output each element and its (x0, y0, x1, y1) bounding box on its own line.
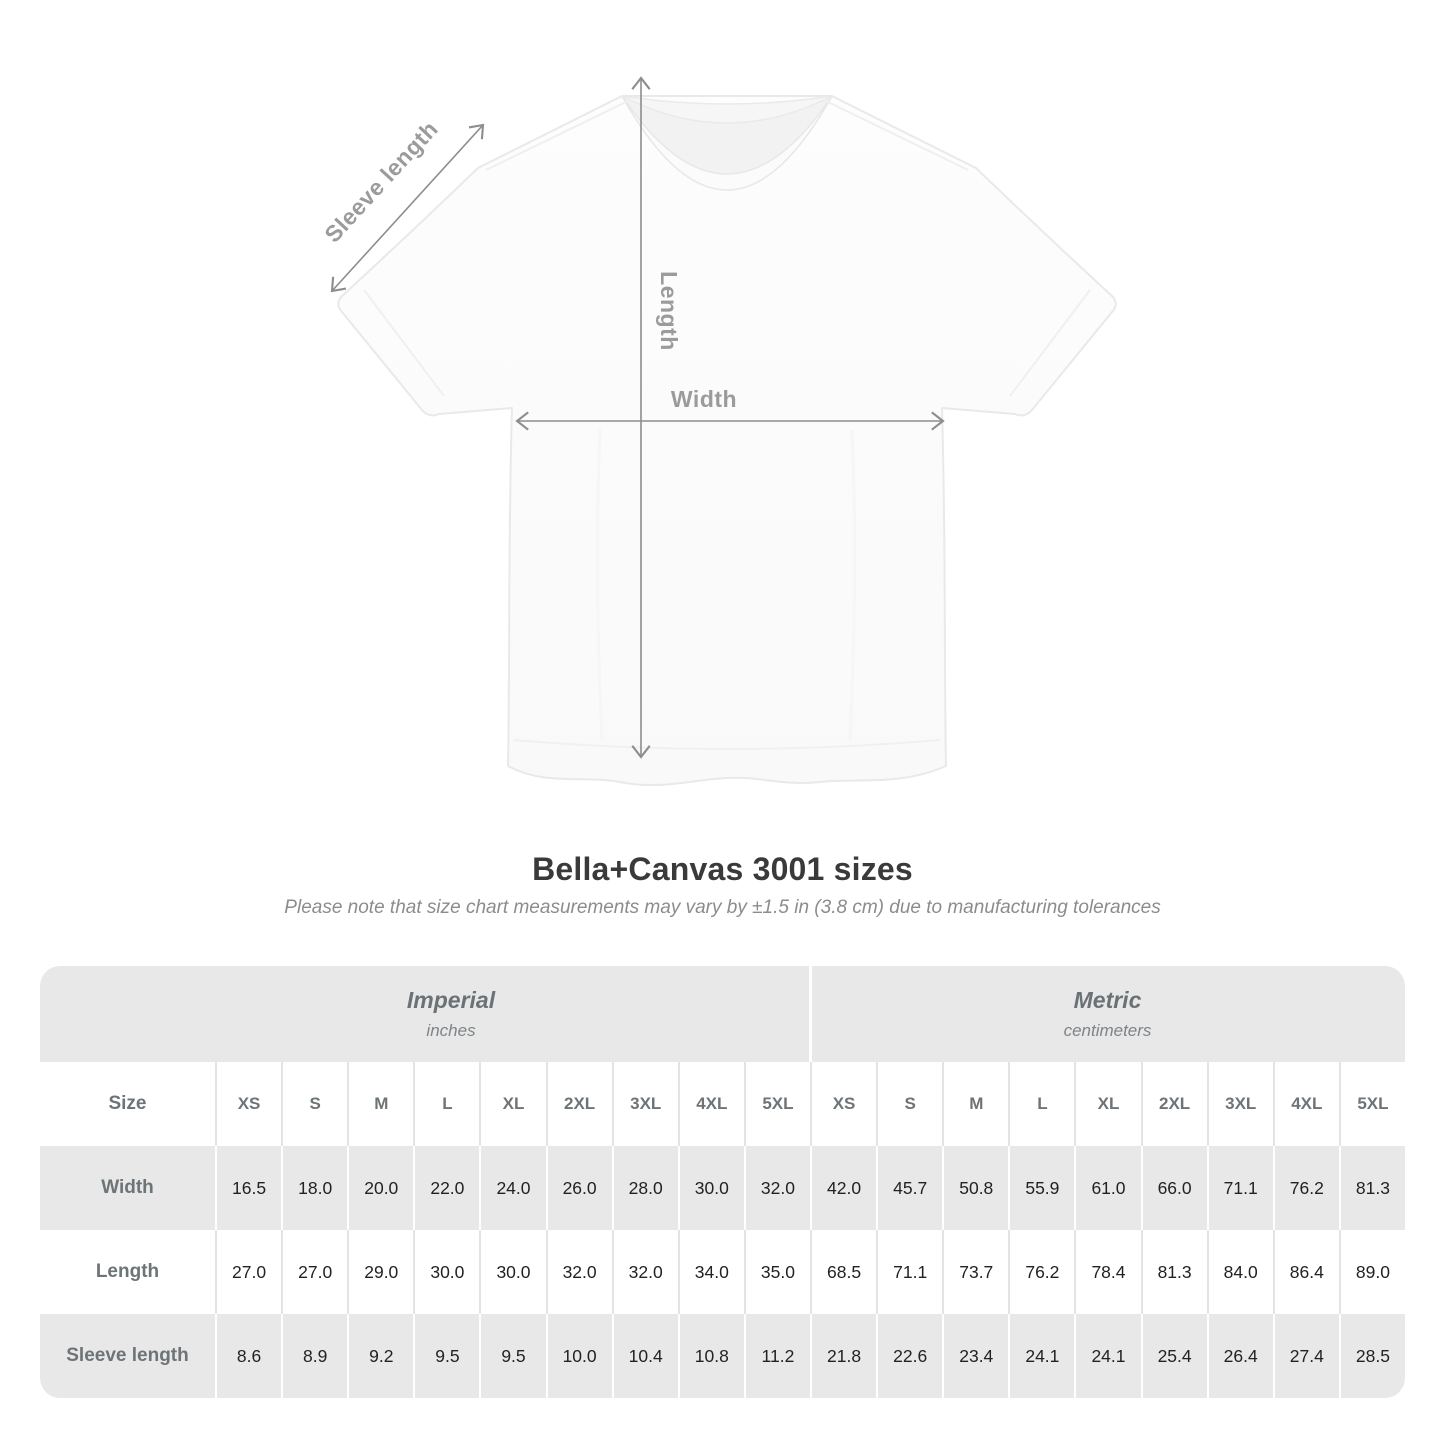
row-label-cell: Width (101, 1177, 154, 1198)
value-cell: 55.9 (1008, 1146, 1074, 1230)
metric-title: Metric (1073, 987, 1142, 1013)
table-rows (40, 1146, 1405, 1398)
value-cell: 9.5 (413, 1314, 479, 1398)
width-label: Width (670, 386, 738, 412)
value-cell: 86.4 (1273, 1230, 1339, 1314)
size-header-cell: 3XL (612, 1062, 678, 1146)
value-cell: 10.8 (678, 1314, 744, 1398)
value-cell: 21.8 (810, 1314, 876, 1398)
value-cell: 66.0 (1141, 1146, 1207, 1230)
size-header-cell: S (876, 1062, 942, 1146)
value-cell: 27.0 (215, 1230, 281, 1314)
tolerance-note: Please note that size chart measurements may vary by ±1.5 in (3.8 cm) due to manufacturing tolerances (284, 897, 1161, 918)
value-cell: 9.5 (479, 1314, 545, 1398)
value-cell: 9.2 (347, 1314, 413, 1398)
value-cell: 30.0 (413, 1230, 479, 1314)
value-cell: 28.5 (1339, 1314, 1405, 1398)
size-header-cell: L (413, 1062, 479, 1146)
value-cell: 84.0 (1207, 1230, 1273, 1314)
value-cell: 32.0 (744, 1146, 810, 1230)
value-cell: 30.0 (678, 1146, 744, 1230)
value-cell: 30.0 (479, 1230, 545, 1314)
value-cell: 81.3 (1141, 1230, 1207, 1314)
value-cell: 76.2 (1008, 1230, 1074, 1314)
length-label: Length (656, 271, 682, 351)
value-cell: 29.0 (347, 1230, 413, 1314)
size-header-cell: 5XL (744, 1062, 810, 1146)
size-column-header: Size (108, 1093, 147, 1114)
value-cell: 10.0 (546, 1314, 612, 1398)
page-title: Bella+Canvas 3001 sizes (532, 851, 913, 887)
value-cell: 81.3 (1339, 1146, 1405, 1230)
value-cell: 22.0 (413, 1146, 479, 1230)
size-header-cell: 2XL (1141, 1062, 1207, 1146)
value-cell: 25.4 (1141, 1314, 1207, 1398)
size-header-cell: 4XL (1273, 1062, 1339, 1146)
value-cell: 32.0 (612, 1230, 678, 1314)
measurement-row (40, 1146, 1405, 1230)
value-cell: 42.0 (810, 1146, 876, 1230)
imperial-header (40, 966, 810, 1062)
size-table (40, 966, 1405, 1398)
value-cell: 16.5 (215, 1146, 281, 1230)
value-cell: 22.6 (876, 1314, 942, 1398)
value-cell: 24.0 (479, 1146, 545, 1230)
row-label-cell: Length (95, 1261, 160, 1282)
value-cell: 61.0 (1074, 1146, 1140, 1230)
size-header-cell: L (1008, 1062, 1074, 1146)
value-cell: 10.4 (612, 1314, 678, 1398)
value-cell: 32.0 (546, 1230, 612, 1314)
size-header-cell: XS (810, 1062, 876, 1146)
row-label-cell: Sleeve length (66, 1345, 189, 1366)
size-header-cell: XS (215, 1062, 281, 1146)
value-cell: 20.0 (347, 1146, 413, 1230)
value-cell: 45.7 (876, 1146, 942, 1230)
size-header-cell: M (942, 1062, 1008, 1146)
metric-unit: centimeters (1063, 1021, 1152, 1040)
value-cell: 76.2 (1273, 1146, 1339, 1230)
value-cell: 50.8 (942, 1146, 1008, 1230)
sleeve-length-label: Sleeve length (319, 115, 443, 248)
size-header-cell: M (347, 1062, 413, 1146)
tshirt-graphic (338, 96, 1116, 785)
value-cell: 35.0 (744, 1230, 810, 1314)
size-header-cell: 4XL (678, 1062, 744, 1146)
value-cell: 24.1 (1074, 1314, 1140, 1398)
value-cell: 27.0 (281, 1230, 347, 1314)
unit-section-divider (809, 966, 812, 1062)
value-cell: 24.1 (1008, 1314, 1074, 1398)
value-cell: 26.0 (546, 1146, 612, 1230)
size-header-cell: 2XL (546, 1062, 612, 1146)
value-cell: 18.0 (281, 1146, 347, 1230)
size-header-row (40, 1062, 1405, 1146)
value-cell: 73.7 (942, 1230, 1008, 1314)
imperial-unit: inches (426, 1021, 476, 1040)
value-cell: 23.4 (942, 1314, 1008, 1398)
unit-header-band (40, 966, 1405, 1062)
size-header-cell: XL (1074, 1062, 1140, 1146)
imperial-title: Imperial (406, 987, 496, 1013)
value-cell: 27.4 (1273, 1314, 1339, 1398)
value-cell: 11.2 (744, 1314, 810, 1398)
value-cell: 8.9 (281, 1314, 347, 1398)
value-cell: 28.0 (612, 1146, 678, 1230)
size-header-cell: S (281, 1062, 347, 1146)
value-cell: 78.4 (1074, 1230, 1140, 1314)
value-cell: 68.5 (810, 1230, 876, 1314)
metric-header (810, 966, 1405, 1062)
size-header-cell: 3XL (1207, 1062, 1273, 1146)
value-cell: 71.1 (876, 1230, 942, 1314)
size-header-cell: 5XL (1339, 1062, 1405, 1146)
measurement-row (40, 1314, 1405, 1398)
value-cell: 71.1 (1207, 1146, 1273, 1230)
value-cell: 8.6 (215, 1314, 281, 1398)
measurement-row (40, 1230, 1405, 1314)
value-cell: 89.0 (1339, 1230, 1405, 1314)
value-cell: 34.0 (678, 1230, 744, 1314)
size-header-cell: XL (479, 1062, 545, 1146)
value-cell: 26.4 (1207, 1314, 1273, 1398)
